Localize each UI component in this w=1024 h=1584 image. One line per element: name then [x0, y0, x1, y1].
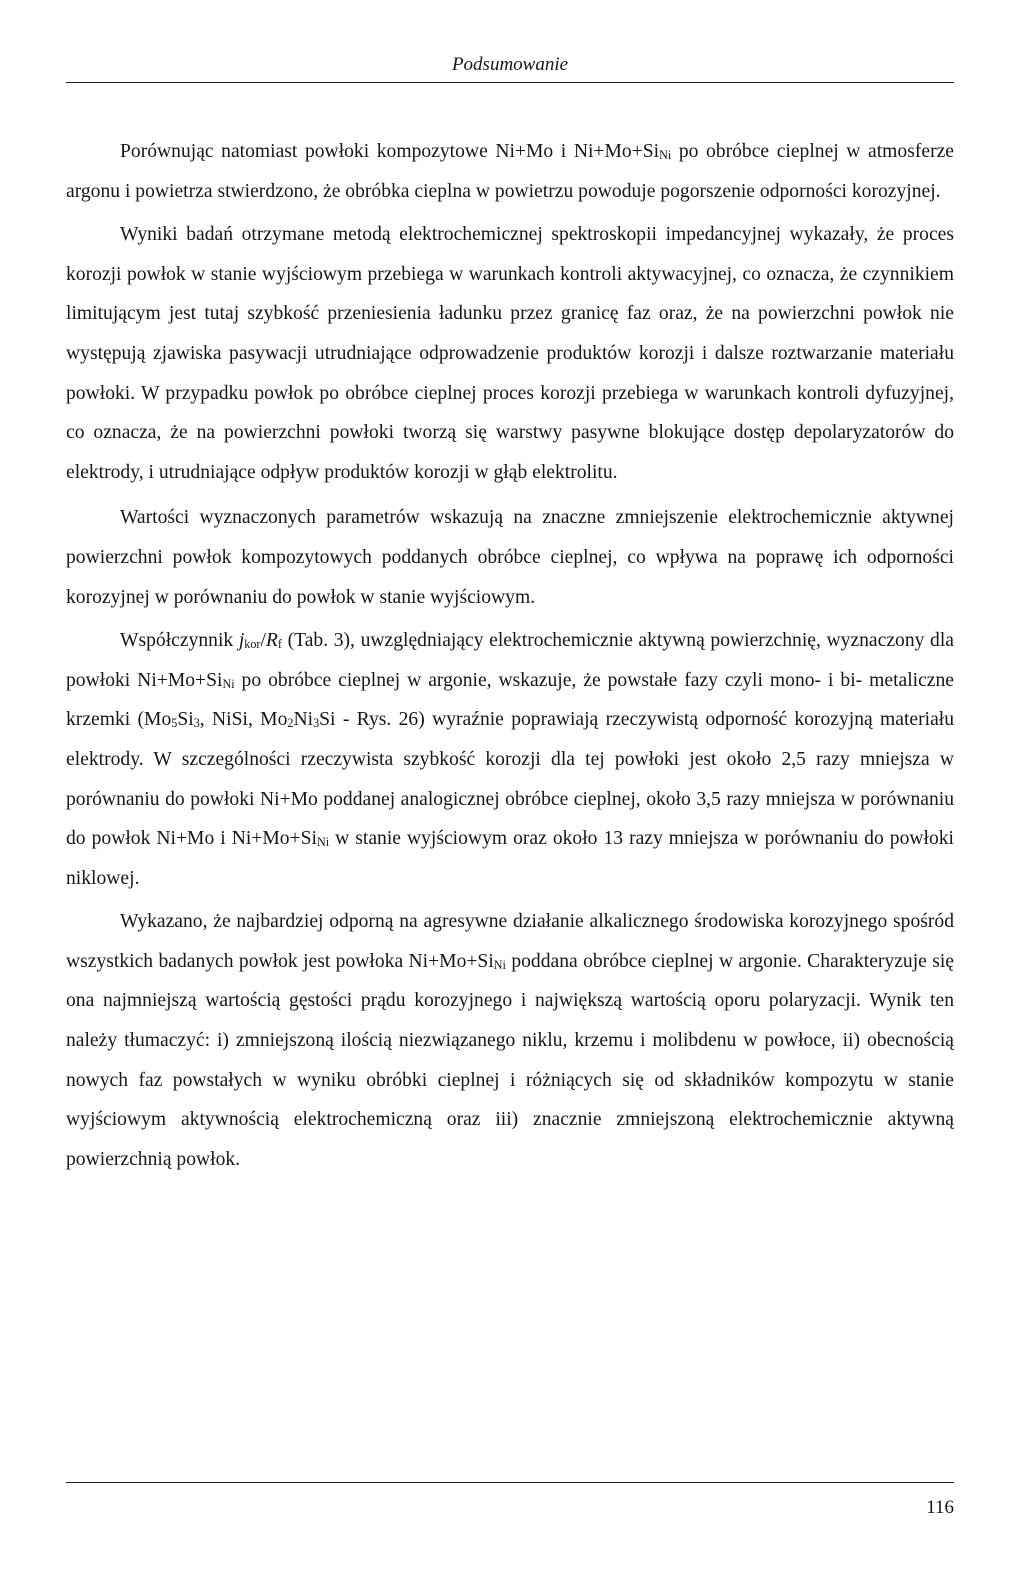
running-header: Podsumowanie: [451, 54, 569, 75]
body-text: [66, 132, 954, 1179]
paragraph-5: Wykazano, że najbardziej odporną na agresywne działanie alkalicznego środowiska korozyjnego spośród wszystkich badanych powłok jest powłoka Ni+Mo+SiNi poddana obróbce cieplnej w argonie. Charakteryzuje się ona najmniejszą wartością gęstości prądu korozyjnego i największą wartością oporu polaryzacji. Wynik ten należy tłumaczyć: i) zmniejszoną ilością niezwiązanego niklu, krzemu i molibdenu w powłoce, ii) obecnością nowych faz powstałych w wyniku obróbki cieplnej i różniących się od składników kompozytu w stanie wyjściowym aktywnością elektrochemiczną oraz iii) znacznie zmniejszoną elektrochemicznie aktywną powierzchnią powłok.: [66, 911, 954, 1170]
header-rule: [66, 82, 954, 83]
paragraph-3: Wartości wyznaczonych parametrów wskazują na znaczne zmniejszenie elektrochemicznie aktywnej powierzchni powłok kompozytowych poddanych obróbce cieplnej, co wpływa na poprawę ich odporności korozyjnej w porównaniu do powłok w stanie wyjściowym.: [66, 507, 954, 608]
paragraph-2: Wyniki badań otrzymane metodą elektrochemicznej spektroskopii impedancyjnej wykazały, że proces korozji powłok w stanie wyjściowym przebiega w warunkach kontroli aktywacyjnej, co oznacza, że czynnikiem limitującym jest tutaj szybkość przeniesienia ładunku przez granicę faz oraz, że na powierzchni powłok nie występują zjawiska pasywacji utrudniające odprowadzenie produktów korozji i dalsze roztwarzanie materiału powłoki. W przypadku powłok po obróbce cieplnej proces korozji przebiega w warunkach kontroli dyfuzyjnej, co oznacza, że na powierzchni powłoki tworzą się warstwy pasywne blokujące dostęp depolaryzatorów do elektrody, i utrudniające odpływ produktów korozji w głąb elektrolitu.: [66, 224, 954, 483]
page-number: 116: [926, 1497, 954, 1518]
footer-rule: [66, 1482, 954, 1483]
paragraph-1: Porównując natomiast powłoki kompozytowe Ni+Mo i Ni+Mo+SiNi po obróbce cieplnej w atmosferze argonu i powietrza stwierdzono, że obróbka cieplna w powietrzu powoduje pogorszenie odporności korozyjnej.: [66, 141, 954, 202]
paragraph-4: Współczynnik jkor/Rf (Tab. 3), uwzględniający elektrochemicznie aktywną powierzchnię, wyznaczony dla powłoki Ni+Mo+SiNi po obróbce cieplnej w argonie, wskazuje, że powstałe fazy czyli mono- i bi- metaliczne krzemki (Mo5Si3, NiSi, Mo2Ni3Si - Rys. 26) wyraźnie poprawiają rzeczywistą odporność korozyjną materiału elektrody. W szczególności rzeczywista szybkość korozji dla tej powłoki jest około 2,5 razy mniejsza w porównaniu do powłoki Ni+Mo poddanej analogicznej obróbce cieplnej, około 3,5 razy mniejsza w porównaniu do powłok Ni+Mo i Ni+Mo+SiNi w stanie wyjściowym oraz około 13 razy mniejsza w porównaniu do powłoki niklowej.: [66, 630, 955, 889]
